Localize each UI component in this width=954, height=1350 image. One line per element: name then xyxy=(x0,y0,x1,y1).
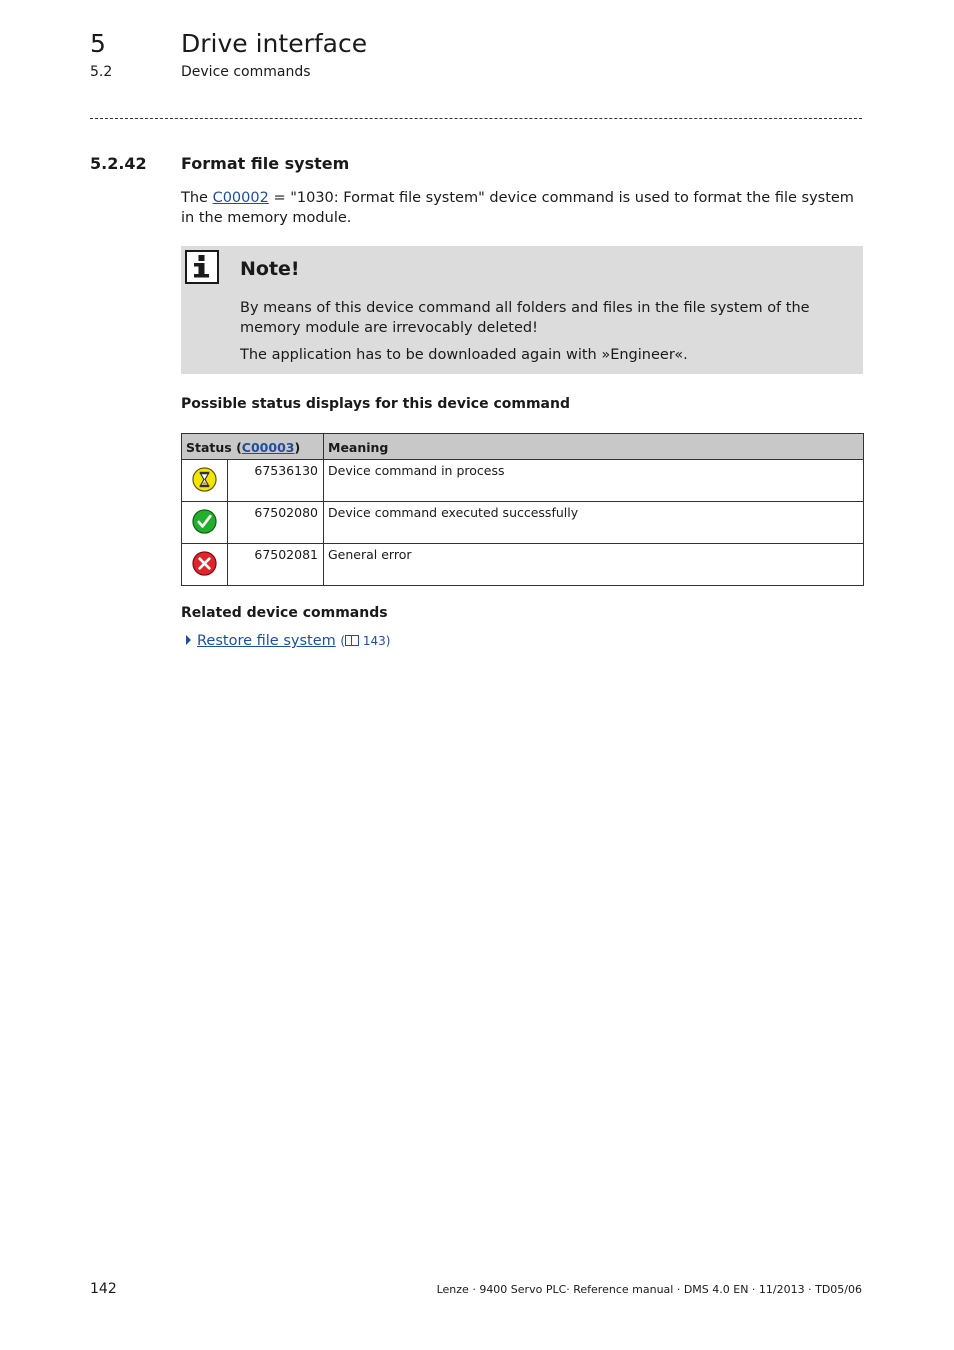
table-row xyxy=(182,544,864,586)
status-header-prefix: Status ( xyxy=(186,440,242,455)
book-icon xyxy=(345,635,359,646)
note-box xyxy=(181,246,863,374)
page-number: 142 xyxy=(90,1281,117,1297)
status-meaning: General error xyxy=(324,544,864,586)
status-code: 67536130 xyxy=(228,460,324,502)
table-header-row xyxy=(182,434,864,460)
page-ref-close: ) xyxy=(385,634,391,648)
subsection-title: Format file system xyxy=(181,154,350,173)
section-title: Device commands xyxy=(181,64,311,80)
intro-prefix: The xyxy=(181,190,213,206)
note-paragraph-2: The application has to be downloaded again with »Engineer«. xyxy=(240,347,688,363)
page-ref-number: 143 xyxy=(362,634,386,648)
status-icon-cell xyxy=(182,460,228,502)
hourglass-icon xyxy=(192,467,217,492)
chapter-number: 5 xyxy=(90,29,106,58)
status-icon-cell xyxy=(182,544,228,586)
checkmark-icon xyxy=(192,509,217,534)
error-icon xyxy=(192,551,217,576)
related-commands-heading: Related device commands xyxy=(181,605,388,621)
chapter-title: Drive interface xyxy=(181,29,368,58)
restore-file-system-link[interactable]: Restore file system xyxy=(197,633,336,649)
status-meaning: Device command executed successfully xyxy=(324,502,864,544)
table-row xyxy=(182,502,864,544)
page-ref-open: ( xyxy=(340,634,346,648)
c00003-link[interactable]: C00003 xyxy=(241,440,295,455)
subsection-number: 5.2.42 xyxy=(90,154,147,173)
status-table-heading: Possible status displays for this device command xyxy=(181,396,570,412)
section-number: 5.2 xyxy=(90,64,113,80)
meaning-column-header: Meaning xyxy=(324,434,864,460)
status-table xyxy=(181,433,864,586)
status-column-header xyxy=(182,434,324,460)
note-paragraph-1: By means of this device command all folders and files in the file system of the memory module are irrevocably deleted! xyxy=(240,300,810,336)
intro-suffix: = "1030: Format file system" device command is used to format the file system in the memory module. xyxy=(181,190,854,226)
status-icon-cell xyxy=(182,502,228,544)
header-divider xyxy=(90,118,862,119)
related-command-item xyxy=(186,631,390,651)
status-code: 67502081 xyxy=(228,544,324,586)
page-reference[interactable] xyxy=(340,634,390,648)
footer-text: Lenze · 9400 Servo PLC· Reference manual · DMS 4.0 EN · 11/2013 · TD05/06 xyxy=(436,1283,862,1296)
status-header-suffix: ) xyxy=(294,440,301,455)
info-icon xyxy=(185,250,219,284)
note-title: Note! xyxy=(240,258,300,280)
triangle-right-icon xyxy=(186,635,191,645)
intro-paragraph xyxy=(181,189,865,228)
table-row xyxy=(182,460,864,502)
status-code: 67502080 xyxy=(228,502,324,544)
c00002-link[interactable]: C00002 xyxy=(212,190,269,206)
status-meaning: Device command in process xyxy=(324,460,864,502)
